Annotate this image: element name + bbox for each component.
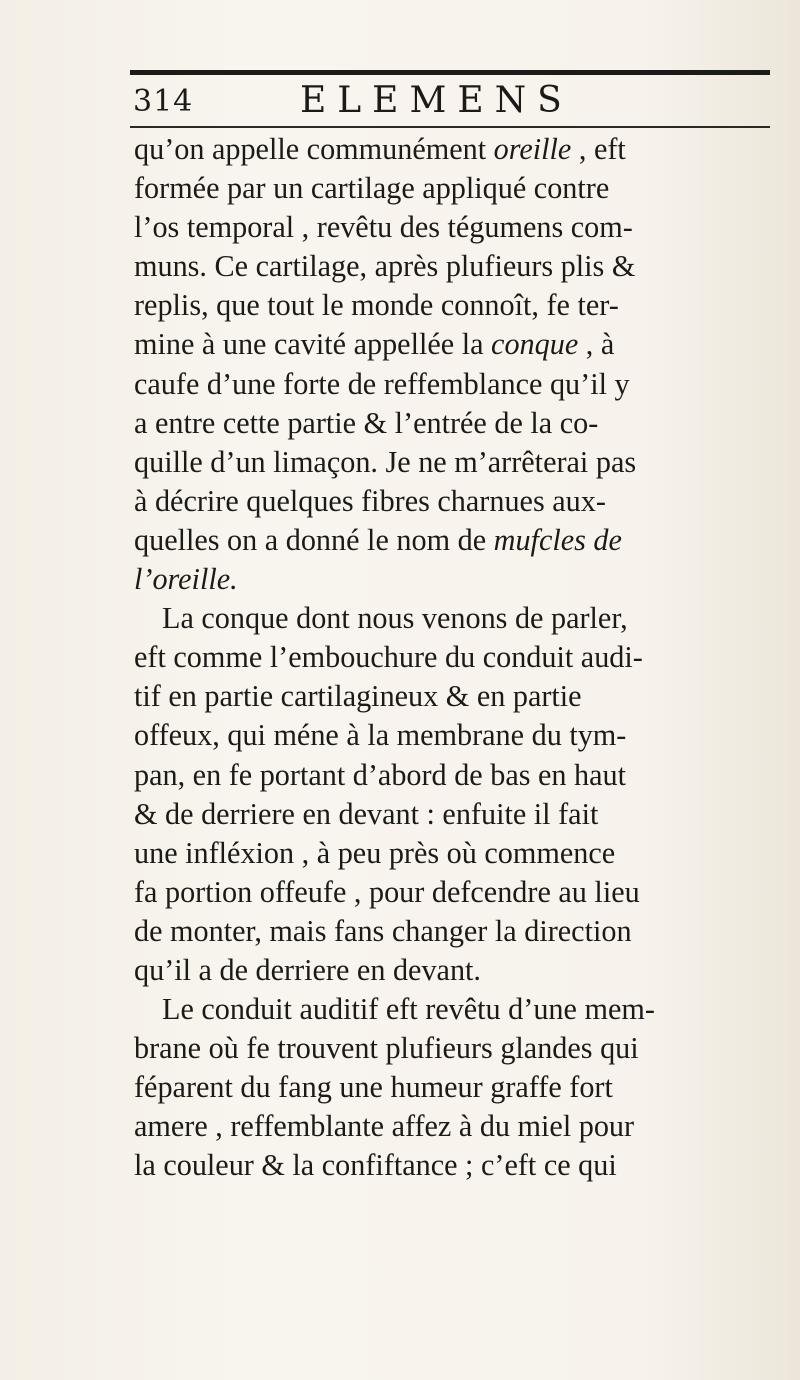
text-segment: qu’il a de derriere en devant. <box>134 952 481 987</box>
text-segment: brane où fe trouvent plufieurs glandes qui <box>134 1031 639 1066</box>
text-segment: replis, que tout le monde connoît, fe ter- <box>134 288 619 323</box>
text-line <box>134 208 774 247</box>
text-line <box>134 247 774 286</box>
italic-term: mufcles de <box>493 522 622 557</box>
text-segment: amere , reffemblante affez à du miel pour <box>134 1109 635 1144</box>
text-line <box>134 521 774 560</box>
text-segment: l’os temporal , revêtu des tégumens com- <box>134 210 633 245</box>
text-segment: fa portion offeufe , pour defcendre au lieu <box>134 874 640 909</box>
text-line <box>134 1107 774 1146</box>
body-text <box>134 130 774 1186</box>
text-line <box>134 286 774 325</box>
page-number: 314 <box>133 84 194 119</box>
text-segment: à décrire quelques fibres charnues aux- <box>134 483 606 518</box>
text-segment: mine à une cavité appellée la <box>134 327 492 362</box>
text-line <box>134 169 774 208</box>
text-line <box>134 1146 774 1185</box>
text-line <box>134 912 774 951</box>
italic-term: l’oreille. <box>134 562 238 597</box>
text-segment: de monter, mais fans changer la direction <box>134 913 632 948</box>
text-line <box>134 443 774 482</box>
text-line <box>134 599 774 638</box>
text-segment: une infléxion , à peu près où commence <box>134 835 616 870</box>
text-line <box>134 404 774 443</box>
text-segment: quelles on a donné le nom de <box>134 522 494 557</box>
header-rule-top <box>130 70 770 75</box>
italic-term: conque <box>491 327 579 362</box>
text-segment: caufe d’une forte de reffemblance qu’il y <box>134 366 630 401</box>
text-segment: qu’on appelle communément <box>134 132 494 166</box>
text-line <box>134 130 774 169</box>
text-segment: la couleur & la confiftance ; c’eft ce qui <box>134 1148 617 1183</box>
text-segment: offeux, qui méne à la membrane du tym- <box>134 718 627 753</box>
header-rule-bottom <box>130 126 770 128</box>
text-line <box>134 873 774 912</box>
text-segment: quille d’un limaçon. Je ne m’arrêterai pas <box>134 444 637 479</box>
text-segment: féparent du fang une humeur graffe fort <box>134 1070 613 1105</box>
text-segment: muns. Ce cartilage, après plufieurs plis & <box>134 249 636 284</box>
text-line <box>134 482 774 521</box>
text-segment: La conque dont nous venons de parler, <box>162 601 628 636</box>
italic-term: oreille <box>493 132 572 166</box>
text-line <box>134 756 774 795</box>
text-line <box>134 560 774 599</box>
text-line <box>134 1068 774 1107</box>
text-segment: , à <box>578 327 615 362</box>
text-line <box>134 951 774 990</box>
text-segment: tif en partie cartilagineux & en partie <box>134 679 582 714</box>
text-line <box>134 990 774 1029</box>
text-segment: formée par un cartilage appliqué contre <box>134 171 610 206</box>
text-segment: Le conduit auditif eft revêtu d’une mem- <box>162 992 655 1027</box>
text-line <box>134 638 774 677</box>
text-line <box>134 795 774 834</box>
text-line <box>134 325 774 364</box>
text-line <box>134 365 774 404</box>
text-line <box>134 677 774 716</box>
text-line <box>134 716 774 755</box>
text-segment: pan, en fe portant d’abord de bas en haut <box>134 757 627 792</box>
text-segment: , eft <box>571 132 626 166</box>
text-line <box>134 834 774 873</box>
text-line <box>134 1029 774 1068</box>
text-segment: a entre cette partie & l’entrée de la co- <box>134 405 599 440</box>
text-segment: & de derriere en devant : enfuite il fait <box>134 796 599 831</box>
running-head: ELEMENS <box>300 80 573 121</box>
text-segment: eft comme l’embouchure du conduit audi- <box>134 640 643 675</box>
